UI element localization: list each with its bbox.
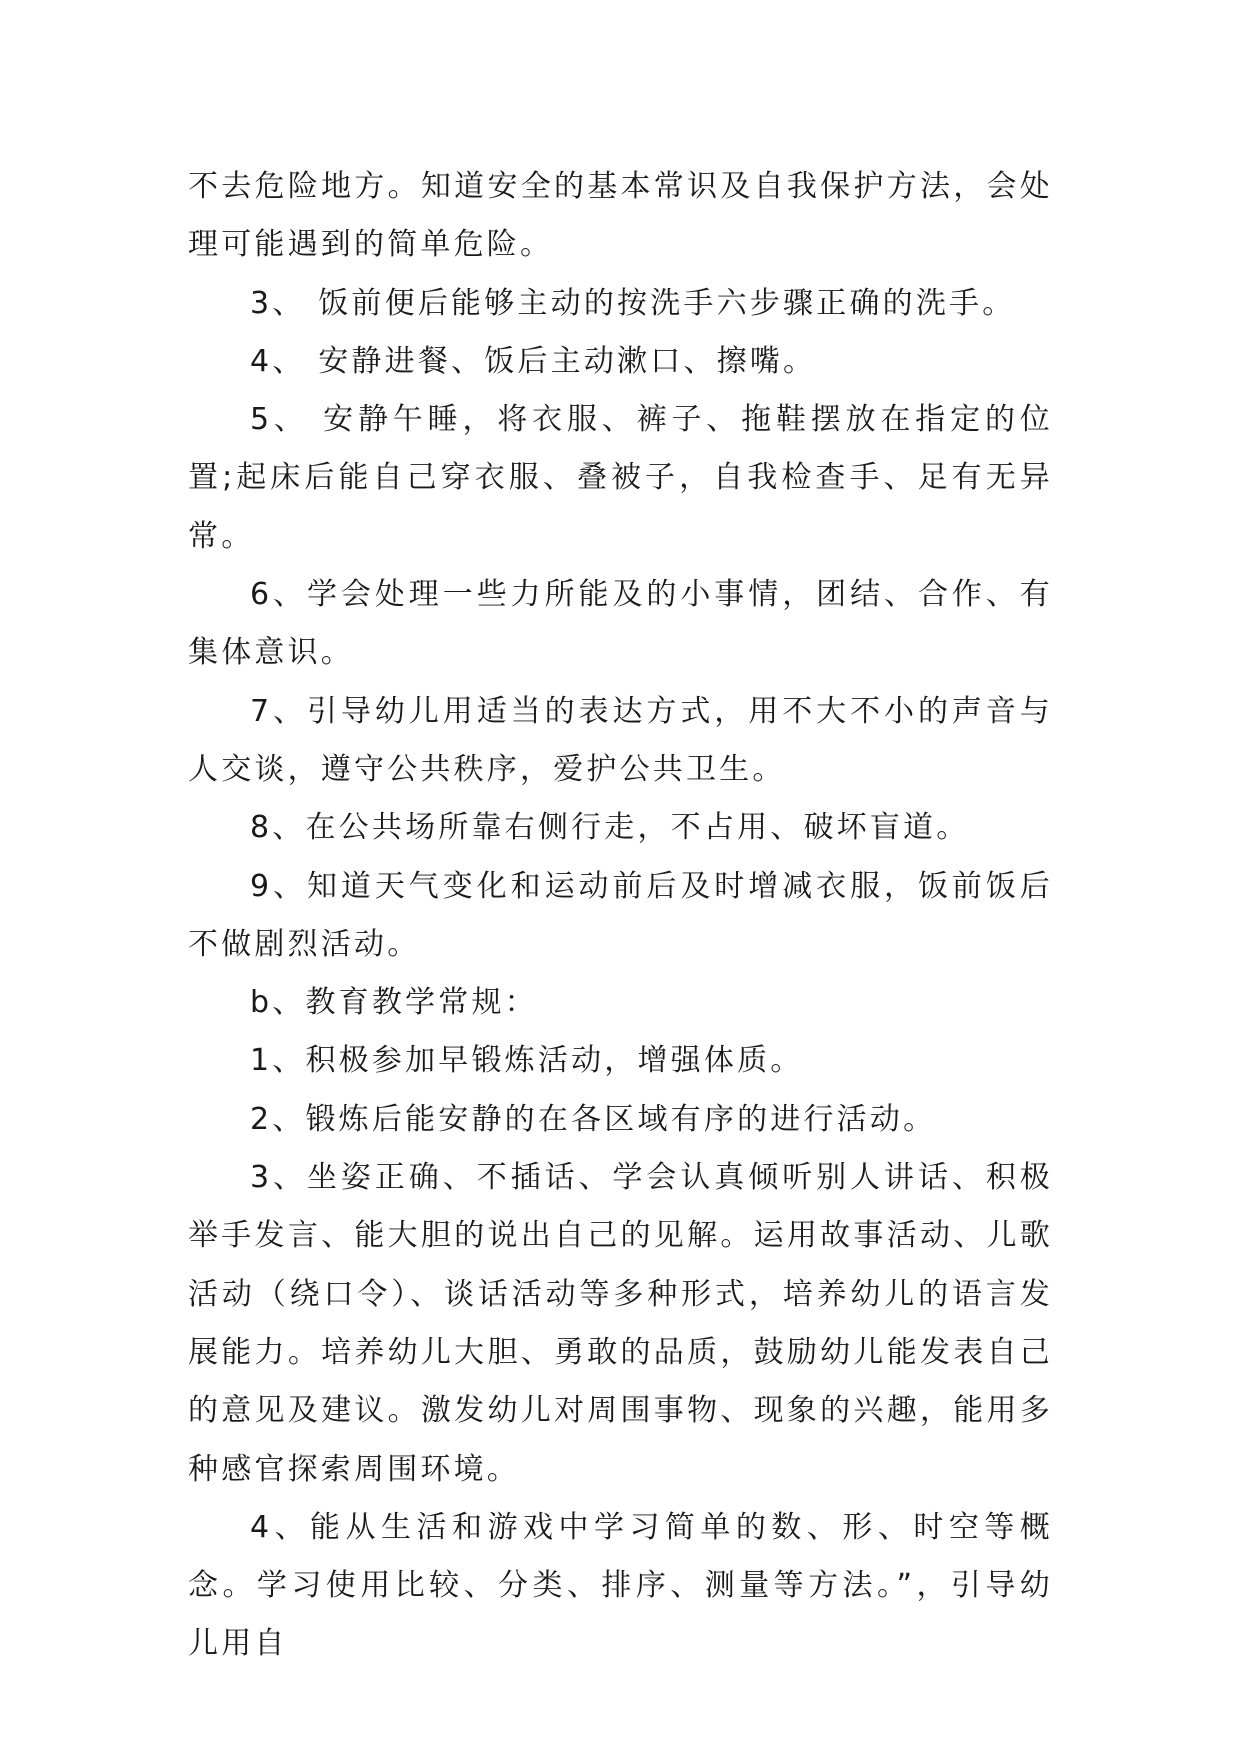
paragraph-9: 1、积极参加早锻炼活动，增强体质。 <box>250 1043 804 1079</box>
paragraph-7: 8、在公共场所靠右侧行走，不占用、破坏盲道。 <box>250 810 970 846</box>
paragraph-1: 不去危险地方。知道安全的基本常识及自我保护方法，会处理可能遇到的简单危险。 <box>188 169 1053 263</box>
paragraph-2: 3、 饭前便后能够主动的按洗手六步骤正确的洗手。 <box>250 285 1016 321</box>
paragraph-3: 4、 安静进餐、饭后主动漱口、擦嘴。 <box>250 343 817 379</box>
paragraph-8: 9、知道天气变化和运动前后及时增减衣服，饭前饭后不做剧烈活动。 <box>188 868 1053 962</box>
document-body <box>188 158 1053 1674</box>
paragraph-10: 2、锻炼后能安静的在各区域有序的进行活动。 <box>250 1101 937 1137</box>
section-heading-b: b、教育教学常规： <box>250 985 538 1021</box>
paragraph-6: 7、引导幼儿用适当的表达方式，用不大不小的声音与人交谈，遵守公共秩序，爱护公共卫生。 <box>188 693 1053 787</box>
paragraph-12: 4、能从生活和游戏中学习简单的数、形、时空等概念。学习使用比较、分类、排序、测量等方法。”，引导幼儿用自 <box>188 1509 1053 1662</box>
paragraph-11: 3、坐姿正确、不插话、学会认真倾听别人讲话、积极举手发言、能大胆的说出自己的见解。运用故事活动、儿歌活动（绕口令）、谈话活动等多种形式，培养幼儿的语言发展能力。培养幼儿大胆、勇敢的品质，鼓励幼儿能发表自己的意见及建议。激发幼儿对周围事物、现象的兴趣，能用多种感官探索周围环境。 <box>188 1160 1053 1487</box>
paragraph-4: 5、 安静午睡，将衣服、裤子、拖鞋摆放在指定的位置;起床后能自己穿衣服、叠被子，自我检查手、足有无异常。 <box>188 402 1053 554</box>
paragraph-5: 6、学会处理一些力所能及的小事情，团结、合作、有集体意识。 <box>188 577 1053 671</box>
